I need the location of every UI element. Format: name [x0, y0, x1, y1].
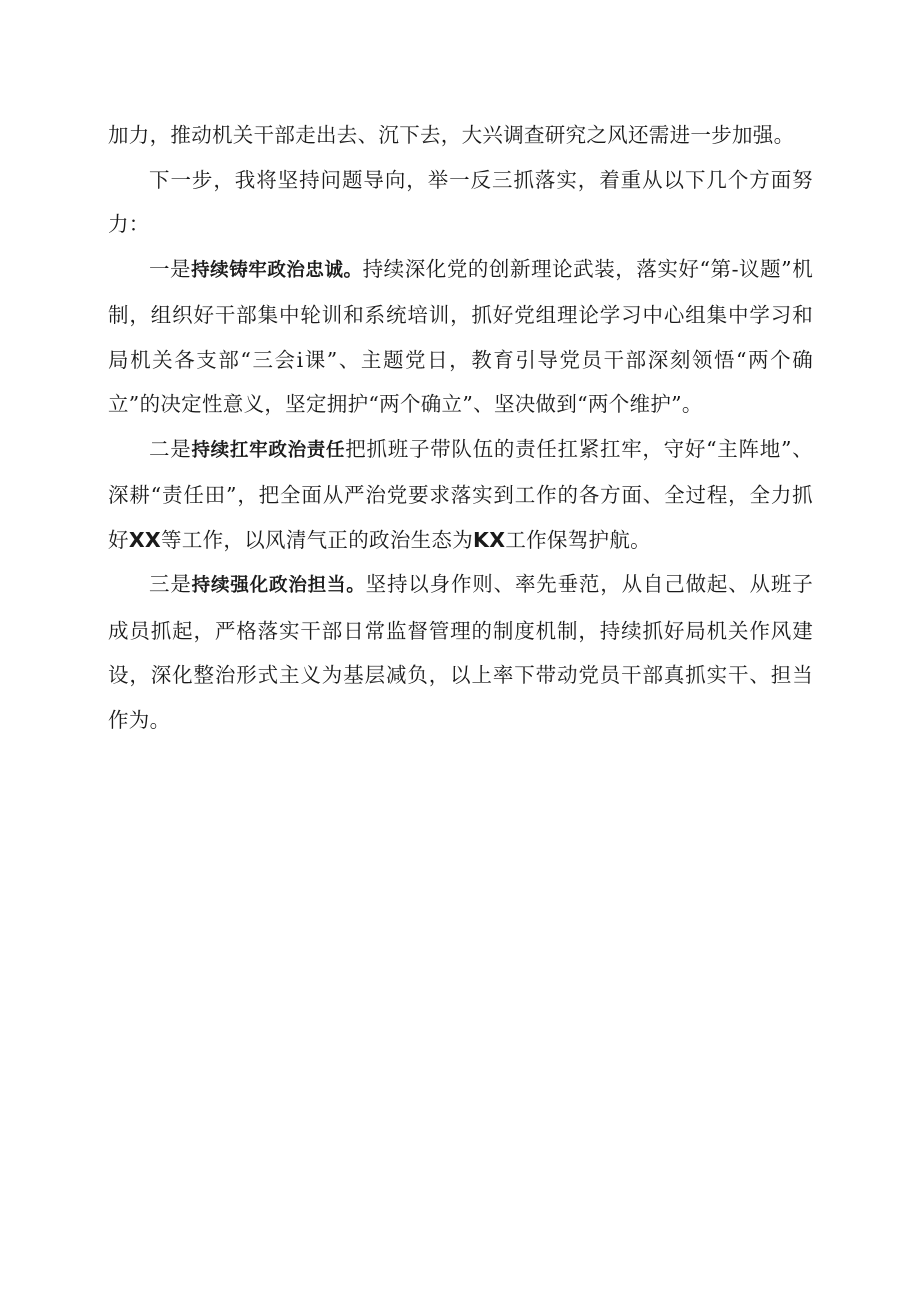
point-two-placeholder-1: XX: [128, 527, 162, 552]
point-two-number: 二是: [149, 436, 192, 461]
document-body: [108, 113, 813, 742]
point-three-body: 坚持以身作则、率先垂范，从自己做起、从班子成员抓起，严格落实干部日常监督管理的制度机制，持续抓好局机关作风建设，深化整治形式主义为基层减负，以上率下带动党员干部真抓实干、担当作为。: [108, 572, 814, 732]
point-two-heading: 持续扛牢政治责任: [191, 439, 346, 461]
point-two-body-3: 工作保驾护航。: [505, 527, 651, 552]
paragraph-point-two: [108, 427, 813, 563]
point-two-body-1: 把抓班子带队伍的责任扛紧扛牢，守好“主阵地”、深耕“责任田”，把全面从严治党要求落实到工作的各方面、全过程，全力抓好: [108, 436, 813, 552]
point-three-heading: 持续强化政治担当。: [191, 575, 366, 596]
paragraph-next-steps: 下一步，我将坚持问题导向，举一反三抓落实，着重从以下几个方面努力：: [108, 167, 813, 236]
point-two-body-2: 等工作，以风清气正的政治生态为: [161, 527, 474, 552]
paragraph-point-three: [108, 562, 813, 742]
point-three-number: 三是: [149, 572, 192, 596]
paragraph-continuation: 加力，推动机关干部走出去、沉下去，大兴调查研究之风还需进一步加强。: [108, 123, 795, 147]
paragraph-point-one: [108, 247, 813, 427]
point-one-heading: 持续铸牢政治忠诚。: [191, 259, 363, 281]
point-one-number: 一是: [149, 256, 192, 281]
point-one-body: 持续深化党的创新理论武装，落实好“第-议题”机制，组织好干部集中轮训和系统培训，抓好党组理论学习中心组集中学习和局机关各支部“三会i课”、主题党日，教育引导党员干部深刻领悟“两个确立”的决定性意义，坚定拥护“两个确立”、坚决做到“两个维护”。: [108, 256, 813, 416]
point-two-placeholder-2: KX: [473, 527, 506, 552]
